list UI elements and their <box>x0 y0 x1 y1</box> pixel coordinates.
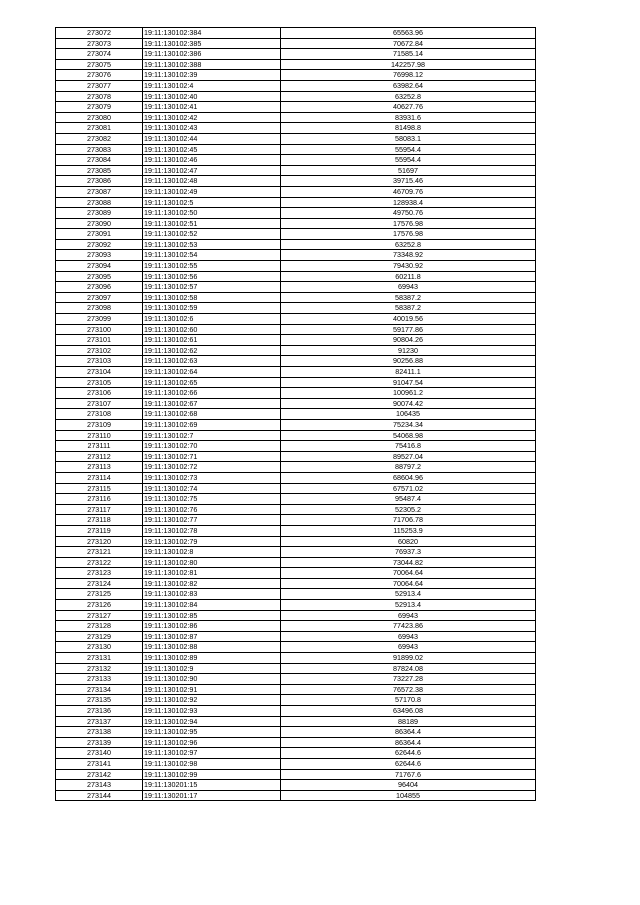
row-id-cell: 273110 <box>56 430 143 441</box>
cadastral-number-cell: 19:11:130102:95 <box>143 727 281 738</box>
cadastral-number-cell: 19:11:130102:82 <box>143 578 281 589</box>
value-cell: 82411.1 <box>281 367 536 378</box>
table-row <box>56 112 536 123</box>
cadastral-number-cell: 19:11:130102:68 <box>143 409 281 420</box>
value-cell: 86364.4 <box>281 737 536 748</box>
row-id-cell: 273106 <box>56 388 143 399</box>
cadastral-number-cell: 19:11:130102:40 <box>143 91 281 102</box>
cadastral-value-table <box>55 27 536 801</box>
table-row <box>56 38 536 49</box>
value-cell: 86364.4 <box>281 727 536 738</box>
table-row <box>56 49 536 60</box>
cadastral-number-cell: 19:11:130102:88 <box>143 642 281 653</box>
table-row <box>56 430 536 441</box>
table-row <box>56 165 536 176</box>
cadastral-number-cell: 19:11:130102:8 <box>143 547 281 558</box>
value-cell: 88797.2 <box>281 462 536 473</box>
row-id-cell: 273100 <box>56 324 143 335</box>
table-row <box>56 292 536 303</box>
row-id-cell: 273139 <box>56 737 143 748</box>
cadastral-number-cell: 19:11:130102:89 <box>143 653 281 664</box>
row-id-cell: 273101 <box>56 335 143 346</box>
table-row <box>56 409 536 420</box>
row-id-cell: 273143 <box>56 780 143 791</box>
table-row <box>56 472 536 483</box>
value-cell: 90256.88 <box>281 356 536 367</box>
value-cell: 88189 <box>281 716 536 727</box>
row-id-cell: 273119 <box>56 525 143 536</box>
table-row <box>56 515 536 526</box>
table-row <box>56 547 536 558</box>
row-id-cell: 273134 <box>56 684 143 695</box>
value-cell: 69943 <box>281 642 536 653</box>
cadastral-number-cell: 19:11:130201:17 <box>143 790 281 801</box>
table-row <box>56 356 536 367</box>
cadastral-number-cell: 19:11:130102:58 <box>143 292 281 303</box>
cadastral-number-cell: 19:11:130102:66 <box>143 388 281 399</box>
cadastral-number-cell: 19:11:130102:91 <box>143 684 281 695</box>
table-row <box>56 123 536 134</box>
cadastral-number-cell: 19:11:130102:65 <box>143 377 281 388</box>
row-id-cell: 273081 <box>56 123 143 134</box>
cadastral-number-cell: 19:11:130102:49 <box>143 186 281 197</box>
cadastral-number-cell: 19:11:130102:54 <box>143 250 281 261</box>
table-row <box>56 706 536 717</box>
table-row <box>56 600 536 611</box>
row-id-cell: 273075 <box>56 59 143 70</box>
table-row <box>56 525 536 536</box>
data-sheet <box>55 27 531 801</box>
cadastral-number-cell: 19:11:130102:5 <box>143 197 281 208</box>
row-id-cell: 273108 <box>56 409 143 420</box>
row-id-cell: 273131 <box>56 653 143 664</box>
value-cell: 52913.4 <box>281 589 536 600</box>
value-cell: 58083.1 <box>281 133 536 144</box>
value-cell: 69943 <box>281 631 536 642</box>
row-id-cell: 273095 <box>56 271 143 282</box>
row-id-cell: 273127 <box>56 610 143 621</box>
cadastral-number-cell: 19:11:130102:52 <box>143 229 281 240</box>
value-cell: 73044.82 <box>281 557 536 568</box>
value-cell: 69943 <box>281 282 536 293</box>
row-id-cell: 273089 <box>56 208 143 219</box>
row-id-cell: 273120 <box>56 536 143 547</box>
row-id-cell: 273079 <box>56 102 143 113</box>
row-id-cell: 273090 <box>56 218 143 229</box>
table-row <box>56 695 536 706</box>
table-row <box>56 345 536 356</box>
table-row <box>56 780 536 791</box>
row-id-cell: 273083 <box>56 144 143 155</box>
row-id-cell: 273118 <box>56 515 143 526</box>
cadastral-number-cell: 19:11:130102:47 <box>143 165 281 176</box>
table-row <box>56 144 536 155</box>
cadastral-number-cell: 19:11:130102:43 <box>143 123 281 134</box>
table-row <box>56 737 536 748</box>
value-cell: 83931.6 <box>281 112 536 123</box>
value-cell: 63252.8 <box>281 239 536 250</box>
row-id-cell: 273098 <box>56 303 143 314</box>
cadastral-number-cell: 19:11:130102:39 <box>143 70 281 81</box>
row-id-cell: 273074 <box>56 49 143 60</box>
row-id-cell: 273094 <box>56 261 143 272</box>
row-id-cell: 273104 <box>56 367 143 378</box>
row-id-cell: 273091 <box>56 229 143 240</box>
cadastral-number-cell: 19:11:130102:94 <box>143 716 281 727</box>
table-row <box>56 483 536 494</box>
cadastral-number-cell: 19:11:130102:71 <box>143 451 281 462</box>
cadastral-number-cell: 19:11:130102:69 <box>143 419 281 430</box>
row-id-cell: 273144 <box>56 790 143 801</box>
cadastral-number-cell: 19:11:130102:51 <box>143 218 281 229</box>
row-id-cell: 273132 <box>56 663 143 674</box>
value-cell: 106435 <box>281 409 536 420</box>
row-id-cell: 273076 <box>56 70 143 81</box>
table-row <box>56 462 536 473</box>
value-cell: 40019.56 <box>281 314 536 325</box>
value-cell: 142257.98 <box>281 59 536 70</box>
table-row <box>56 324 536 335</box>
cadastral-number-cell: 19:11:130102:44 <box>143 133 281 144</box>
table-row <box>56 261 536 272</box>
value-cell: 70064.64 <box>281 568 536 579</box>
cadastral-number-cell: 19:11:130102:93 <box>143 706 281 717</box>
value-cell: 115253.9 <box>281 525 536 536</box>
row-id-cell: 273138 <box>56 727 143 738</box>
table-row <box>56 684 536 695</box>
value-cell: 73348.92 <box>281 250 536 261</box>
table-row <box>56 28 536 39</box>
row-id-cell: 273088 <box>56 197 143 208</box>
table-row <box>56 568 536 579</box>
table-row <box>56 653 536 664</box>
table-row <box>56 314 536 325</box>
cadastral-number-cell: 19:11:130102:62 <box>143 345 281 356</box>
cadastral-number-cell: 19:11:130102:60 <box>143 324 281 335</box>
value-cell: 59177.86 <box>281 324 536 335</box>
cadastral-number-cell: 19:11:130102:385 <box>143 38 281 49</box>
table-row <box>56 197 536 208</box>
cadastral-number-cell: 19:11:130102:56 <box>143 271 281 282</box>
row-id-cell: 273102 <box>56 345 143 356</box>
value-cell: 91047.54 <box>281 377 536 388</box>
cadastral-number-cell: 19:11:130102:4 <box>143 80 281 91</box>
row-id-cell: 273116 <box>56 494 143 505</box>
table-row <box>56 398 536 409</box>
value-cell: 100961.2 <box>281 388 536 399</box>
cadastral-number-cell: 19:11:130102:80 <box>143 557 281 568</box>
row-id-cell: 273084 <box>56 155 143 166</box>
row-id-cell: 273136 <box>56 706 143 717</box>
value-cell: 90074.42 <box>281 398 536 409</box>
table-row <box>56 388 536 399</box>
value-cell: 104855 <box>281 790 536 801</box>
table-row <box>56 335 536 346</box>
row-id-cell: 273073 <box>56 38 143 49</box>
cadastral-number-cell: 19:11:130102:73 <box>143 472 281 483</box>
value-cell: 55954.4 <box>281 144 536 155</box>
value-cell: 96404 <box>281 780 536 791</box>
value-cell: 89527.04 <box>281 451 536 462</box>
cadastral-number-cell: 19:11:130102:70 <box>143 441 281 452</box>
cadastral-number-cell: 19:11:130102:384 <box>143 28 281 39</box>
table-row <box>56 59 536 70</box>
row-id-cell: 273140 <box>56 748 143 759</box>
cadastral-number-cell: 19:11:130102:72 <box>143 462 281 473</box>
value-cell: 73227.28 <box>281 674 536 685</box>
row-id-cell: 273105 <box>56 377 143 388</box>
value-cell: 81498.8 <box>281 123 536 134</box>
cadastral-number-cell: 19:11:130102:86 <box>143 621 281 632</box>
cadastral-number-cell: 19:11:130102:59 <box>143 303 281 314</box>
row-id-cell: 273135 <box>56 695 143 706</box>
row-id-cell: 273122 <box>56 557 143 568</box>
row-id-cell: 273142 <box>56 769 143 780</box>
row-id-cell: 273096 <box>56 282 143 293</box>
cadastral-number-cell: 19:11:130102:75 <box>143 494 281 505</box>
cadastral-number-cell: 19:11:130102:55 <box>143 261 281 272</box>
cadastral-number-cell: 19:11:130102:79 <box>143 536 281 547</box>
table-row <box>56 218 536 229</box>
cadastral-number-cell: 19:11:130102:48 <box>143 176 281 187</box>
row-id-cell: 273082 <box>56 133 143 144</box>
cadastral-number-cell: 19:11:130102:76 <box>143 504 281 515</box>
value-cell: 76572.38 <box>281 684 536 695</box>
value-cell: 76937.3 <box>281 547 536 558</box>
value-cell: 57170.8 <box>281 695 536 706</box>
table-row <box>56 589 536 600</box>
cadastral-number-cell: 19:11:130102:90 <box>143 674 281 685</box>
table-row <box>56 631 536 642</box>
table-row <box>56 621 536 632</box>
row-id-cell: 273113 <box>56 462 143 473</box>
cadastral-number-cell: 19:11:130102:7 <box>143 430 281 441</box>
table-row <box>56 504 536 515</box>
value-cell: 58387.2 <box>281 292 536 303</box>
row-id-cell: 273114 <box>56 472 143 483</box>
value-cell: 17576.98 <box>281 218 536 229</box>
cadastral-number-cell: 19:11:130102:6 <box>143 314 281 325</box>
value-cell: 46709.76 <box>281 186 536 197</box>
row-id-cell: 273085 <box>56 165 143 176</box>
table-row <box>56 494 536 505</box>
value-cell: 69943 <box>281 610 536 621</box>
row-id-cell: 273117 <box>56 504 143 515</box>
cadastral-number-cell: 19:11:130102:97 <box>143 748 281 759</box>
row-id-cell: 273111 <box>56 441 143 452</box>
table-row <box>56 303 536 314</box>
table-row <box>56 239 536 250</box>
cadastral-number-cell: 19:11:130102:81 <box>143 568 281 579</box>
row-id-cell: 273087 <box>56 186 143 197</box>
row-id-cell: 273123 <box>56 568 143 579</box>
table-row <box>56 367 536 378</box>
row-id-cell: 273124 <box>56 578 143 589</box>
table-row <box>56 91 536 102</box>
value-cell: 60211.8 <box>281 271 536 282</box>
cadastral-number-cell: 19:11:130102:74 <box>143 483 281 494</box>
value-cell: 68604.96 <box>281 472 536 483</box>
table-row <box>56 610 536 621</box>
row-id-cell: 273099 <box>56 314 143 325</box>
value-cell: 95487.4 <box>281 494 536 505</box>
value-cell: 77423.86 <box>281 621 536 632</box>
value-cell: 79430.92 <box>281 261 536 272</box>
row-id-cell: 273126 <box>56 600 143 611</box>
row-id-cell: 273130 <box>56 642 143 653</box>
row-id-cell: 273128 <box>56 621 143 632</box>
row-id-cell: 273129 <box>56 631 143 642</box>
cadastral-number-cell: 19:11:130102:63 <box>143 356 281 367</box>
value-cell: 58387.2 <box>281 303 536 314</box>
value-cell: 65563.96 <box>281 28 536 39</box>
value-cell: 52913.4 <box>281 600 536 611</box>
value-cell: 40627.76 <box>281 102 536 113</box>
table-row <box>56 441 536 452</box>
row-id-cell: 273092 <box>56 239 143 250</box>
row-id-cell: 273093 <box>56 250 143 261</box>
table-row <box>56 377 536 388</box>
value-cell: 71767.6 <box>281 769 536 780</box>
cadastral-number-cell: 19:11:130102:57 <box>143 282 281 293</box>
table-body <box>56 28 536 801</box>
value-cell: 63982.64 <box>281 80 536 91</box>
value-cell: 67571.02 <box>281 483 536 494</box>
table-row <box>56 758 536 769</box>
table-row <box>56 663 536 674</box>
value-cell: 75416.8 <box>281 441 536 452</box>
row-id-cell: 273107 <box>56 398 143 409</box>
table-row <box>56 451 536 462</box>
row-id-cell: 273072 <box>56 28 143 39</box>
value-cell: 71585.14 <box>281 49 536 60</box>
value-cell: 71706.78 <box>281 515 536 526</box>
cadastral-number-cell: 19:11:130102:77 <box>143 515 281 526</box>
table-row <box>56 716 536 727</box>
value-cell: 49750.76 <box>281 208 536 219</box>
value-cell: 52305.2 <box>281 504 536 515</box>
table-row <box>56 102 536 113</box>
value-cell: 63496.08 <box>281 706 536 717</box>
cadastral-number-cell: 19:11:130102:46 <box>143 155 281 166</box>
row-id-cell: 273125 <box>56 589 143 600</box>
row-id-cell: 273109 <box>56 419 143 430</box>
table-row <box>56 133 536 144</box>
row-id-cell: 273112 <box>56 451 143 462</box>
row-id-cell: 273133 <box>56 674 143 685</box>
value-cell: 17576.98 <box>281 229 536 240</box>
cadastral-number-cell: 19:11:130201:15 <box>143 780 281 791</box>
table-row <box>56 419 536 430</box>
cadastral-number-cell: 19:11:130102:78 <box>143 525 281 536</box>
cadastral-number-cell: 19:11:130102:87 <box>143 631 281 642</box>
table-row <box>56 769 536 780</box>
table-row <box>56 208 536 219</box>
cadastral-number-cell: 19:11:130102:83 <box>143 589 281 600</box>
table-row <box>56 186 536 197</box>
table-row <box>56 727 536 738</box>
table-row <box>56 250 536 261</box>
row-id-cell: 273080 <box>56 112 143 123</box>
value-cell: 128938.4 <box>281 197 536 208</box>
value-cell: 75234.34 <box>281 419 536 430</box>
value-cell: 62644.6 <box>281 758 536 769</box>
cadastral-number-cell: 19:11:130102:96 <box>143 737 281 748</box>
row-id-cell: 273141 <box>56 758 143 769</box>
value-cell: 91230 <box>281 345 536 356</box>
cadastral-number-cell: 19:11:130102:45 <box>143 144 281 155</box>
row-id-cell: 273097 <box>56 292 143 303</box>
value-cell: 51697 <box>281 165 536 176</box>
cadastral-number-cell: 19:11:130102:67 <box>143 398 281 409</box>
row-id-cell: 273077 <box>56 80 143 91</box>
value-cell: 87824.08 <box>281 663 536 674</box>
row-id-cell: 273103 <box>56 356 143 367</box>
table-row <box>56 70 536 81</box>
table-row <box>56 748 536 759</box>
table-row <box>56 642 536 653</box>
row-id-cell: 273078 <box>56 91 143 102</box>
cadastral-number-cell: 19:11:130102:61 <box>143 335 281 346</box>
cadastral-number-cell: 19:11:130102:98 <box>143 758 281 769</box>
cadastral-number-cell: 19:11:130102:9 <box>143 663 281 674</box>
cadastral-number-cell: 19:11:130102:53 <box>143 239 281 250</box>
table-row <box>56 229 536 240</box>
row-id-cell: 273137 <box>56 716 143 727</box>
table-row <box>56 578 536 589</box>
cadastral-number-cell: 19:11:130102:64 <box>143 367 281 378</box>
value-cell: 70064.64 <box>281 578 536 589</box>
value-cell: 55954.4 <box>281 155 536 166</box>
table-row <box>56 536 536 547</box>
cadastral-number-cell: 19:11:130102:84 <box>143 600 281 611</box>
value-cell: 91899.02 <box>281 653 536 664</box>
row-id-cell: 273121 <box>56 547 143 558</box>
value-cell: 39715.46 <box>281 176 536 187</box>
cadastral-number-cell: 19:11:130102:386 <box>143 49 281 60</box>
cadastral-number-cell: 19:11:130102:50 <box>143 208 281 219</box>
value-cell: 63252.8 <box>281 91 536 102</box>
value-cell: 54068.98 <box>281 430 536 441</box>
cadastral-number-cell: 19:11:130102:388 <box>143 59 281 70</box>
row-id-cell: 273086 <box>56 176 143 187</box>
value-cell: 60820 <box>281 536 536 547</box>
table-row <box>56 790 536 801</box>
table-row <box>56 282 536 293</box>
cadastral-number-cell: 19:11:130102:85 <box>143 610 281 621</box>
value-cell: 62644.6 <box>281 748 536 759</box>
table-row <box>56 271 536 282</box>
cadastral-number-cell: 19:11:130102:42 <box>143 112 281 123</box>
table-row <box>56 80 536 91</box>
value-cell: 90804.26 <box>281 335 536 346</box>
table-row <box>56 557 536 568</box>
value-cell: 70672.84 <box>281 38 536 49</box>
table-row <box>56 176 536 187</box>
table-row <box>56 155 536 166</box>
value-cell: 76998.12 <box>281 70 536 81</box>
cadastral-number-cell: 19:11:130102:99 <box>143 769 281 780</box>
cadastral-number-cell: 19:11:130102:41 <box>143 102 281 113</box>
cadastral-number-cell: 19:11:130102:92 <box>143 695 281 706</box>
row-id-cell: 273115 <box>56 483 143 494</box>
table-row <box>56 674 536 685</box>
